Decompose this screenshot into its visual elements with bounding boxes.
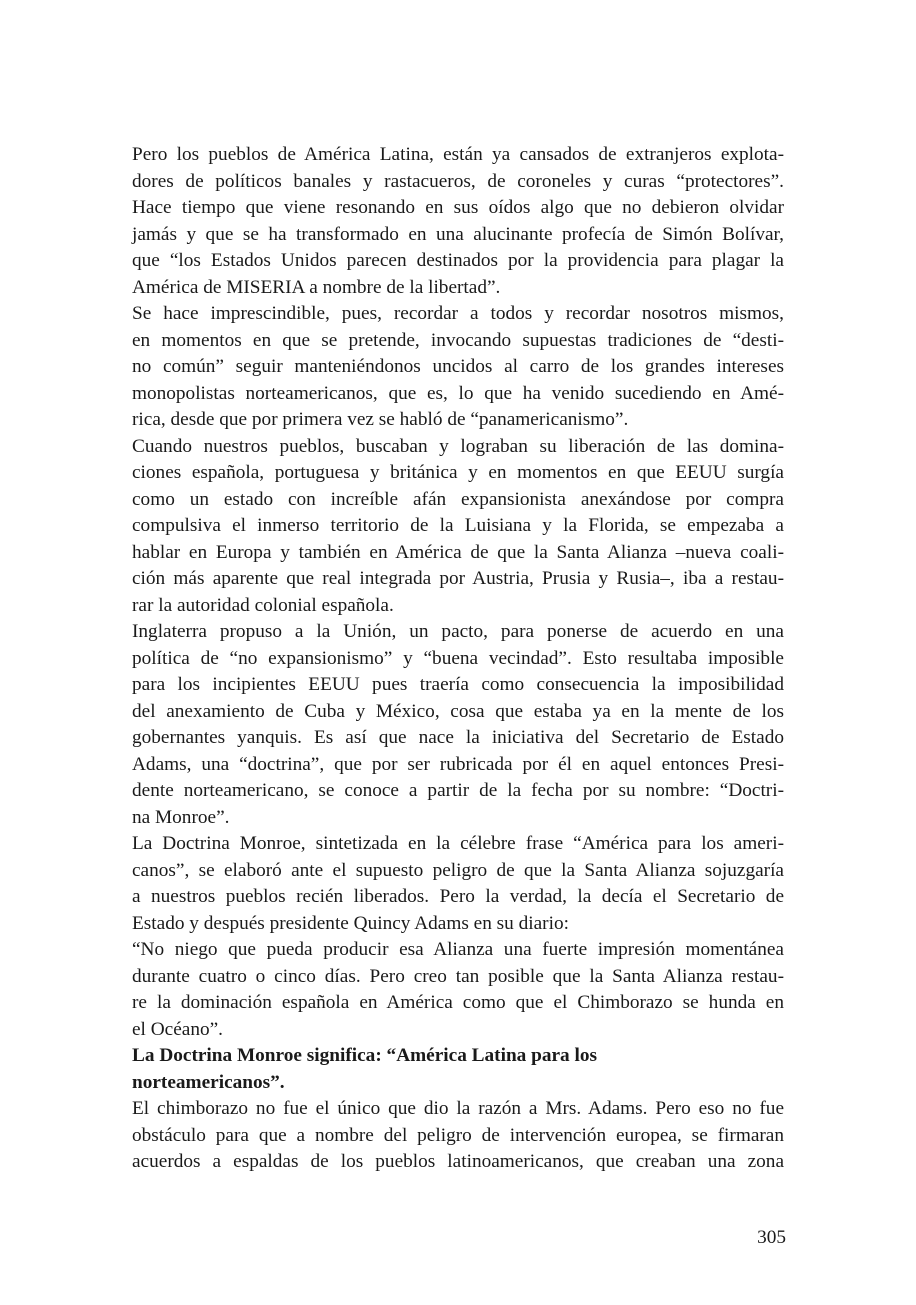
- text-line: rar la autoridad colonial española.: [132, 594, 394, 616]
- text-line: que “los Estados Unidos parecen destinados por la providencia para plagar la: [132, 250, 784, 271]
- text-line: política de “no expansionismo” y “buena vecindad”. Esto resultaba imposible: [132, 647, 784, 669]
- text-line: canos”, se elaboró ante el supuesto peligro de que la Santa Alianza sojuzgaría: [132, 859, 784, 881]
- text-line: del anexamiento de Cuba y México, cosa que estaba ya en la mente de los: [132, 700, 784, 722]
- text-line: en momentos en que se pretende, invocando supuestas tradiciones de “desti-: [132, 329, 784, 351]
- text-line: monopolistas norteamericanos, que es, lo que ha venido sucediendo en Amé-: [132, 382, 784, 404]
- text-line: ción más aparente que real integrada por Austria, Prusia y Rusia–, iba a restau-: [132, 568, 784, 589]
- heading-line: La Doctrina Monroe significa: “América Latina para los: [132, 1045, 598, 1066]
- text-line: Se hace imprescindible, pues, recordar a todos y recordar nosotros mismos,: [132, 303, 784, 324]
- text-line: Hace tiempo que viene resonando en sus oídos algo que no debieron olvidar: [132, 197, 784, 218]
- text-line: jamás y que se ha transformado en una alucinante profecía de Simón Bolívar,: [132, 223, 784, 245]
- text-line: ciones española, portuguesa y británica y en momentos en que EEUU surgía: [132, 462, 784, 483]
- text-line: el Océano”.: [132, 1018, 223, 1040]
- text-line: dente norteamericano, se conoce a partir de la fecha por su nombre: “Doctri-: [132, 780, 784, 801]
- text-line: re la dominación española en América como que el Chimborazo se hunda en: [132, 992, 784, 1013]
- text-line: hablar en Europa y también en América de que la Santa Alianza –nueva coali-: [132, 541, 784, 563]
- text-line: “No niego que pueda producir esa Alianza una fuerte impresión momentánea: [132, 939, 784, 960]
- text-line: na Monroe”.: [132, 806, 230, 828]
- text-line: Inglaterra propuso a la Unión, un pacto, para ponerse de acuerdo en una: [132, 621, 784, 642]
- text-line: acuerdos a espaldas de los pueblos latinoamericanos, que creaban una zona: [132, 1151, 784, 1172]
- text-line: El chimborazo no fue el único que dio la razón a Mrs. Adams. Pero eso no fue: [132, 1098, 784, 1119]
- text-line: no común” seguir manteniéndonos uncidos al carro de los grandes intereses: [132, 356, 784, 377]
- text-line: a nuestros pueblos recién liberados. Pero la verdad, la decía el Secretario de: [132, 886, 784, 907]
- text-line: obstáculo para que a nombre del peligro de intervención europea, se firmaran: [132, 1124, 784, 1146]
- text-line: Pero los pueblos de América Latina, están ya cansados de extranjeros explota-: [132, 144, 784, 165]
- page-body: [132, 142, 784, 1176]
- text-line: gobernantes yanquis. Es así que nace la iniciativa del Secretario de Estado: [132, 727, 784, 748]
- text-line: dores de políticos banales y rastacueros, de coroneles y curas “protectores”.: [132, 170, 784, 192]
- text-line: Cuando nuestros pueblos, buscaban y lograban su liberación de las domina-: [132, 435, 784, 457]
- text-line: durante cuatro o cinco días. Pero creo tan posible que la Santa Alianza restau-: [132, 965, 784, 987]
- text-line: América de MISERIA a nombre de la libertad”.: [132, 276, 501, 298]
- text-line: La Doctrina Monroe, sintetizada en la célebre frase “América para los ameri-: [132, 833, 784, 854]
- text-line: Estado y después presidente Quincy Adams en su diario:: [132, 912, 569, 934]
- text-line: compulsiva el inmerso territorio de la Luisiana y la Florida, se empezaba a: [132, 515, 784, 536]
- text-line: como un estado con increíble afán expansionista anexándose por compra: [132, 488, 784, 510]
- page-number: 305: [757, 1227, 786, 1248]
- heading-line: norteamericanos”.: [132, 1071, 285, 1093]
- text-line: rica, desde que por primera vez se habló de “panamericanismo”.: [132, 409, 629, 430]
- text-line: para los incipientes EEUU pues traería como consecuencia la imposibilidad: [132, 674, 784, 695]
- text-line: Adams, una “doctrina”, que por ser rubricada por él en aquel entonces Presi-: [132, 753, 784, 775]
